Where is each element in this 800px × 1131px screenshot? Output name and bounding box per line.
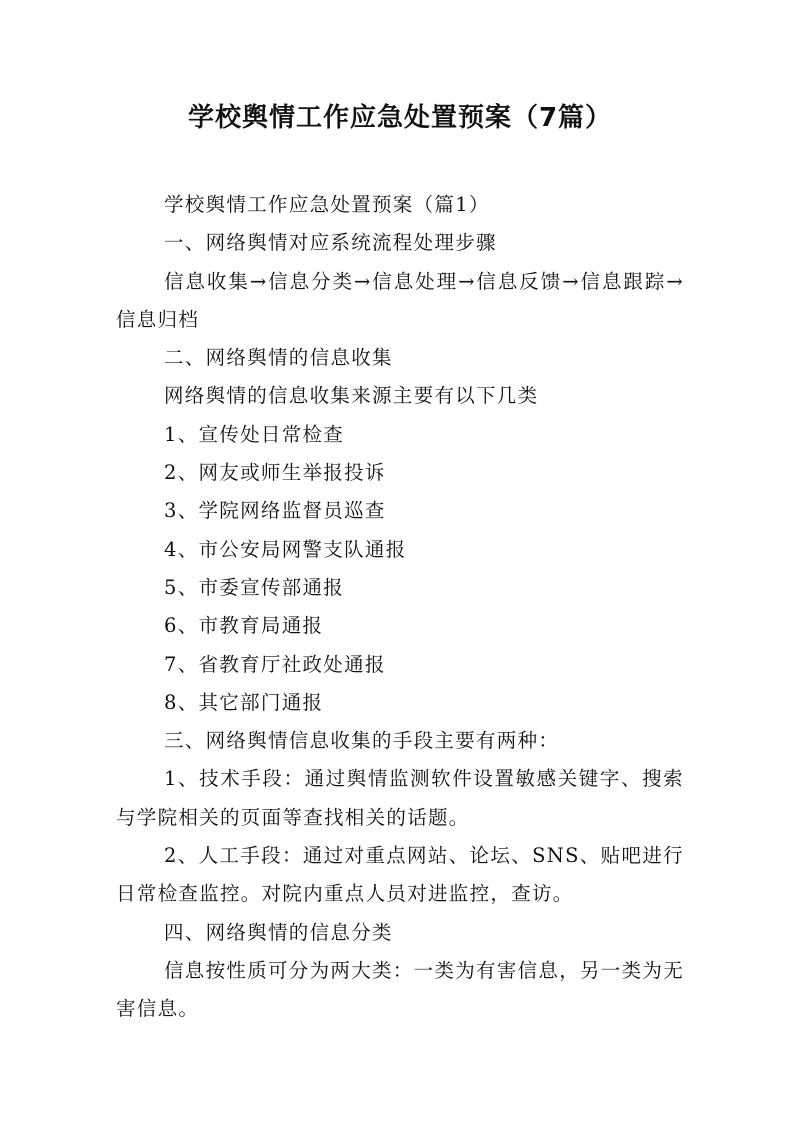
list-item: 8、其它部门通报 [164, 690, 324, 714]
paragraph: 信息收集→信息分类→信息处理→信息反馈→信息跟踪→信息归档 [116, 269, 684, 331]
document-title: 学校舆情工作应急处置预案（7篇） [187, 103, 613, 133]
paragraph: 2、人工手段：通过对重点网站、论坛、SNS、贴吧进行日常检查监控。对院内重点人员对进监控，查访。 [116, 844, 684, 906]
list-item: 1、宣传处日常检查 [164, 422, 345, 446]
list-item: 3、学院网络监督员巡查 [164, 499, 386, 523]
paragraph: 网络舆情的信息收集来源主要有以下几类 [164, 384, 539, 408]
section-heading: 四、网络舆情的信息分类 [164, 920, 393, 944]
list-item: 5、市委宣传部通报 [164, 575, 345, 599]
list-item: 2、网友或师生举报投诉 [164, 461, 386, 485]
list-item: 7、省教育厅社政处通报 [164, 652, 386, 676]
list-item: 6、市教育局通报 [164, 614, 324, 638]
list-item: 4、市公安局网警支队通报 [164, 537, 407, 561]
paragraph: 1、技术手段：通过舆情监测软件设置敏感关键字、搜索与学院相关的页面等查找相关的话题。 [116, 767, 684, 829]
section-heading: 一、网络舆情对应系统流程处理步骤 [164, 231, 497, 255]
section-heading: 三、网络舆情信息收集的手段主要有两种： [164, 729, 560, 753]
section-heading: 二、网络舆情的信息收集 [164, 346, 393, 370]
section-heading: 学校舆情工作应急处置预案（篇1） [164, 193, 490, 216]
paragraph: 信息按性质可分为两大类：一类为有害信息，另一类为无害信息。 [116, 958, 685, 1021]
document-body [116, 186, 684, 1029]
